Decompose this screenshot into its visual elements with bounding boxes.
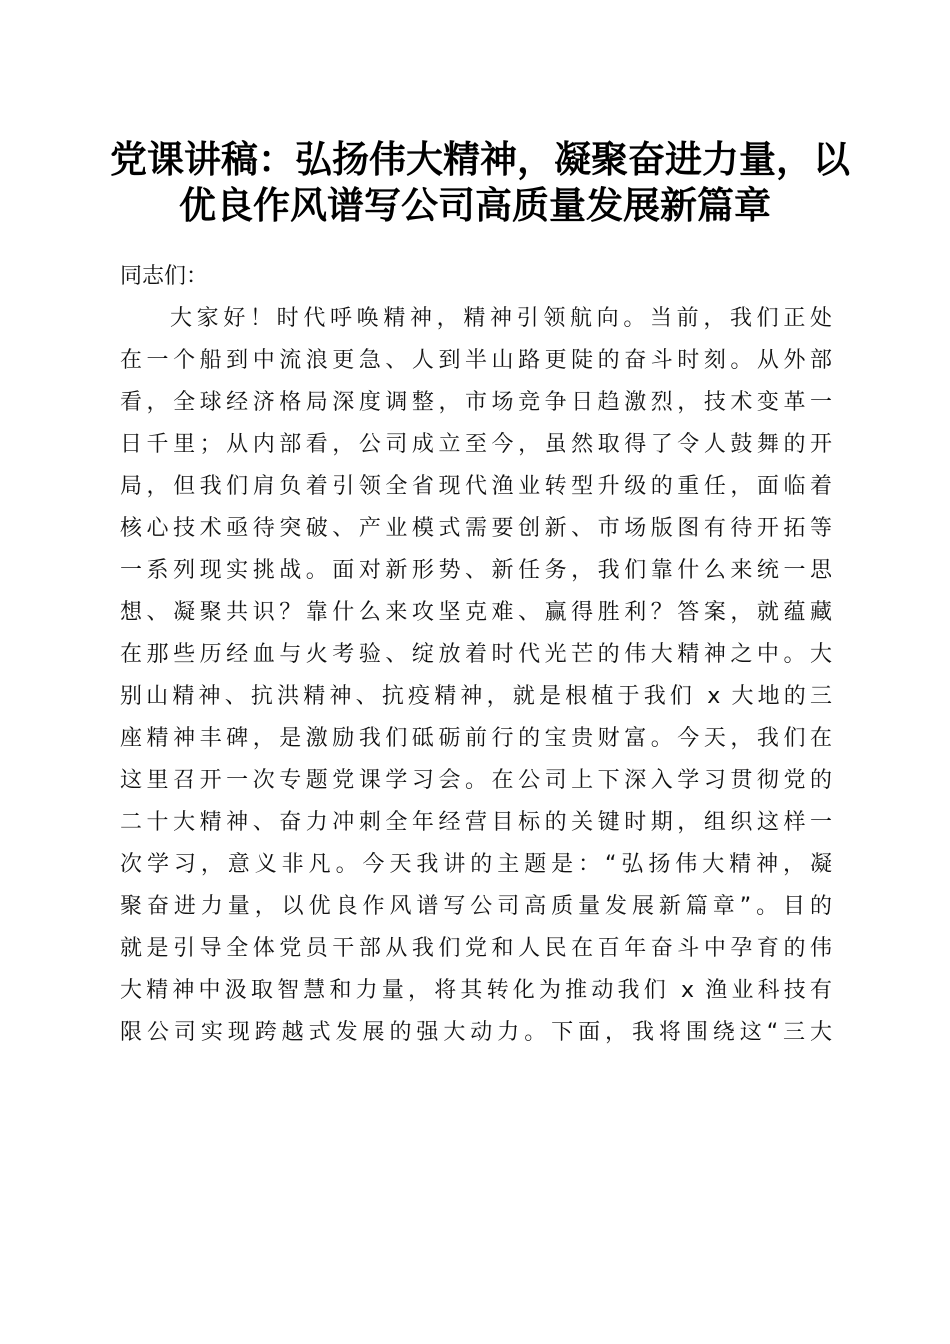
paragraph-line: 日千里；从内部看，公司成立至今，虽然取得了令人鼓舞的开 (120, 432, 832, 457)
paragraph-line: 在那些历经血与火考验、绽放着时代光芒的伟大精神之中。大 (120, 642, 832, 667)
paragraph-line: 这里召开一次专题党课学习会。在公司上下深入学习贯彻党的 (120, 768, 832, 793)
paragraph-line: 二十大精神、奋力冲刺全年经营目标的关键时期，组织这样一 (120, 810, 832, 835)
salutation: 同志们： (120, 264, 209, 289)
paragraph-line: 一系列现实挑战。面对新形势、新任务，我们靠什么来统一思 (120, 558, 832, 583)
paragraph-line: 核心技术亟待突破、产业模式需要创新、市场版图有待开拓等 (120, 516, 832, 541)
paragraph-line: 看，全球经济格局深度调整，市场竞争日趋激烈，技术变革一 (120, 390, 832, 415)
title-line: 优良作风谱写公司高质量发展新篇章 (179, 183, 771, 227)
paragraph-line: 别山精神、抗洪精神、抗疫精神，就是根植于我们 x 大地的三 (120, 684, 832, 709)
paragraph-line: 大精神中汲取智慧和力量，将其转化为推动我们 x 渔业科技有 (120, 978, 832, 1003)
paragraph-line: 次学习，意义非凡。今天我讲的主题是：“弘扬伟大精神，凝 (120, 852, 832, 877)
document-title (110, 136, 850, 228)
paragraph-line: 在一个船到中流浪更急、人到半山路更陡的奋斗时刻。从外部 (120, 348, 832, 373)
paragraph-line: 局，但我们肩负着引领全省现代渔业转型升级的重任，面临着 (120, 474, 832, 499)
paragraph-line: 大家好！时代呼唤精神，精神引领航向。当前，我们正处 (170, 306, 832, 331)
paragraph-line: 想、凝聚共识？靠什么来攻坚克难、赢得胜利？答案，就蕴藏 (120, 600, 832, 625)
document-body (120, 256, 832, 1054)
paragraph-line: 就是引导全体党员干部从我们党和人民在百年奋斗中孕育的伟 (120, 936, 832, 961)
body-paragraph (120, 298, 832, 1054)
paragraph-line: 聚奋进力量，以优良作风谱写公司高质量发展新篇章”。目的 (120, 894, 832, 919)
title-line: 党课讲稿：弘扬伟大精神，凝聚奋进力量，以 (110, 137, 850, 181)
paragraph-line: 座精神丰碑，是激励我们砥砺前行的宝贵财富。今天，我们在 (120, 726, 832, 751)
paragraph-line: 限公司实现跨越式发展的强大动力。下面，我将围绕这“三大 (120, 1020, 832, 1045)
